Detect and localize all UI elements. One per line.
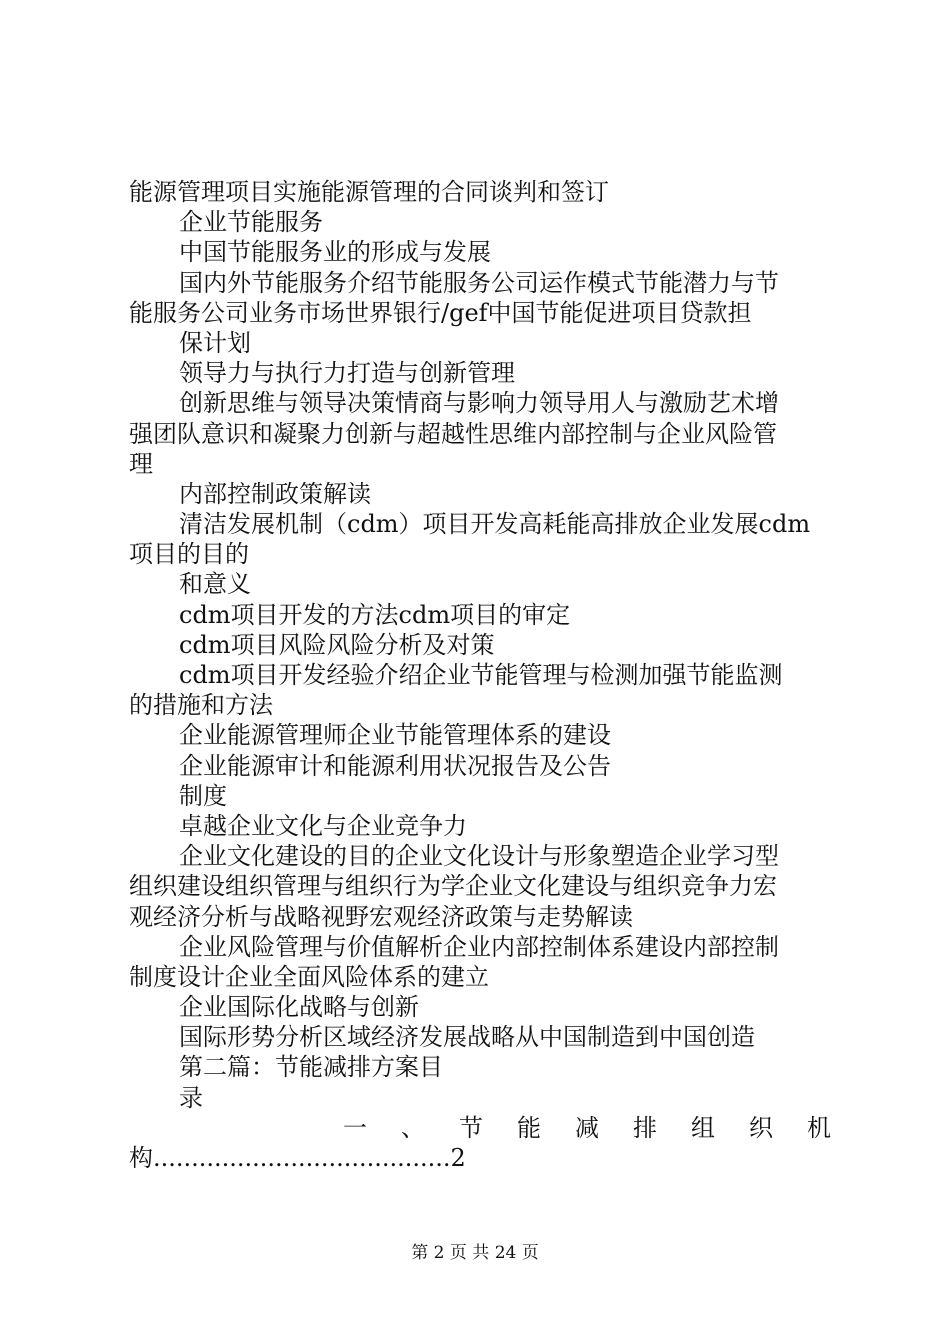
- page-number-footer: 第 2 页 共 24 页: [411, 1243, 539, 1263]
- text-line: 能源管理项目实施能源管理的合同谈判和签订: [129, 178, 609, 206]
- toc-heading-char: 排: [633, 1113, 657, 1142]
- section-heading: 第二篇：节能减排方案目: [179, 1053, 443, 1082]
- toc-heading-line: [129, 1113, 831, 1143]
- text-line: 项目的目的: [129, 540, 249, 569]
- text-line: 的措施和方法: [129, 691, 273, 720]
- toc-heading-char: 机: [807, 1113, 831, 1142]
- text-line: 国内外节能服务介绍节能服务公司运作模式节能潜力与节: [179, 268, 779, 297]
- text-line: 企业能源管理师企业节能管理体系的建设: [179, 721, 611, 750]
- text-line: 中国节能服务业的形成与发展: [179, 238, 491, 267]
- toc-heading-char: 减: [575, 1113, 599, 1142]
- text-line: 清洁发展机制（cdm）项目开发高耗能高排放企业发展cdm: [179, 510, 811, 539]
- text-line: 创新思维与领导决策情商与影响力领导用人与激励艺术增: [179, 389, 779, 418]
- text-line: 企业文化建设的目的企业文化设计与形象塑造企业学习型: [179, 842, 779, 871]
- text-line: 保计划: [179, 328, 251, 357]
- text-line: cdm项目风险风险分析及对策: [179, 630, 495, 659]
- text-line: 企业能源审计和能源利用状况报告及公告: [179, 751, 611, 780]
- text-line: 和意义: [179, 570, 251, 599]
- text-line: 录: [179, 1083, 203, 1112]
- text-line: 制度设计企业全面风险体系的建立: [129, 962, 489, 991]
- text-line: 领导力与执行力打造与创新管理: [179, 359, 515, 388]
- text-line: 企业风险管理与价值解析企业内部控制体系建设内部控制: [179, 932, 779, 961]
- text-line: 理: [129, 449, 153, 478]
- text-line: 卓越企业文化与企业竞争力: [179, 811, 467, 840]
- text-line: 企业国际化战略与创新: [179, 993, 419, 1022]
- text-line: 观经济分析与战略视野宏观经济政策与走势解读: [129, 902, 633, 931]
- toc-heading-char: 织: [749, 1113, 773, 1142]
- toc-heading-char: 组: [691, 1113, 715, 1142]
- text-line: 制度: [179, 781, 227, 810]
- toc-heading-char: 一: [343, 1113, 367, 1142]
- toc-entry: 构.......................................2: [129, 1144, 466, 1172]
- text-line: 内部控制政策解读: [179, 479, 371, 508]
- text-line: 国际形势分析区域经济发展战略从中国制造到中国创造: [179, 1023, 755, 1052]
- text-line: 强团队意识和凝聚力创新与超越性思维内部控制与企业风险管: [129, 419, 777, 448]
- document-body: [129, 177, 831, 1173]
- text-line: 组织建设组织管理与组织行为学企业文化建设与组织竞争力宏: [129, 872, 777, 901]
- toc-heading-char: 能: [517, 1113, 541, 1142]
- text-line: cdm项目开发的方法cdm项目的审定: [179, 600, 571, 629]
- text-line: 能服务公司业务市场世界银行/gef中国节能促进项目贷款担: [129, 298, 752, 327]
- toc-heading-char: 节: [459, 1113, 483, 1142]
- text-line: 企业节能服务: [179, 208, 323, 237]
- text-line: cdm项目开发经验介绍企业节能管理与检测加强节能监测: [179, 661, 783, 689]
- toc-heading-char: 、: [401, 1113, 425, 1142]
